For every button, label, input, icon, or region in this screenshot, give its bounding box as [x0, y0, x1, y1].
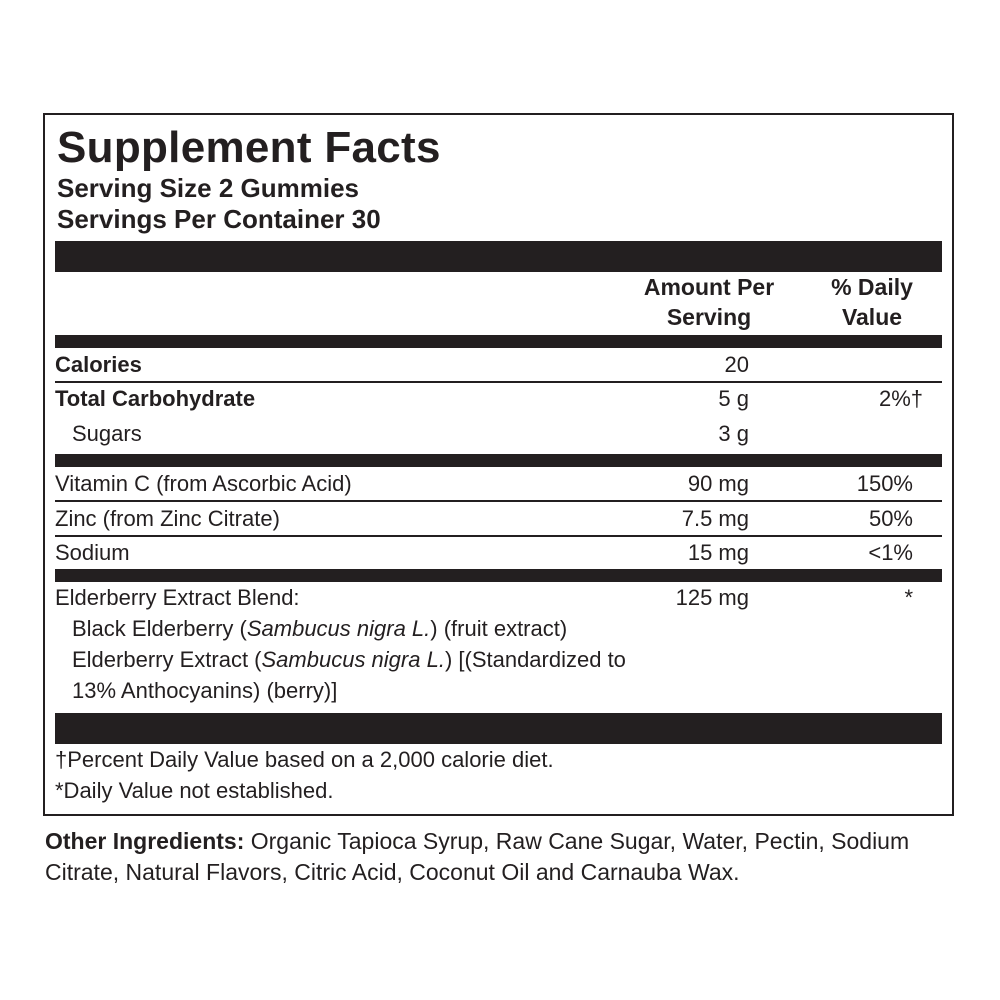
- row-name: Zinc (from Zinc Citrate): [55, 506, 280, 531]
- panel-title: Supplement Facts: [57, 123, 441, 172]
- row-name: Calories: [55, 352, 142, 377]
- amount-header-line2: Serving: [666, 304, 752, 330]
- row-amount: 90 mg: [687, 471, 749, 496]
- row-name: Vitamin C (from Ascorbic Acid): [55, 471, 352, 496]
- supplement-facts-panel: [43, 113, 954, 816]
- row-dv: 150%: [856, 471, 913, 496]
- thick-divider: [55, 713, 942, 744]
- row-amount: 20: [724, 352, 749, 377]
- row-amount: 3 g: [718, 421, 749, 446]
- footnote-percent-daily-value: †Percent Daily Value based on a 2,000 calorie diet.: [55, 747, 554, 772]
- row-name: Sugars: [72, 421, 142, 446]
- blend-item-botanical: Sambucus nigra L.: [261, 647, 445, 672]
- dv-header-line2: Value: [841, 304, 903, 330]
- row-amount: 7.5 mg: [681, 506, 749, 531]
- thick-divider: [55, 241, 942, 272]
- servings-per-container: Servings Per Container 30: [57, 204, 381, 234]
- blend-item-botanical: Sambucus nigra L.: [246, 616, 431, 641]
- amount-header-line1: Amount Per: [643, 274, 775, 300]
- row-dv: 50%: [868, 506, 913, 531]
- row-divider: [55, 535, 942, 537]
- row-divider: [55, 381, 942, 383]
- blend-amount: 125 mg: [675, 585, 749, 610]
- row-dv: <1%: [868, 540, 913, 565]
- blend-dv: *: [904, 585, 913, 610]
- blend-item-continuation: 13% Anthocyanins) (berry)]: [72, 678, 338, 703]
- blend-item-suffix: ) (fruit extract): [430, 616, 568, 641]
- row-amount: 5 g: [718, 386, 749, 411]
- amount-per-serving-header: [629, 272, 789, 332]
- blend-item-suffix: ) [(Standardized to: [444, 647, 626, 672]
- other-ingredients: [45, 826, 945, 888]
- other-ingredients-label: Other Ingredients:: [45, 828, 245, 854]
- blend-item-prefix: Elderberry Extract (: [72, 647, 262, 672]
- row-amount: 15 mg: [687, 540, 749, 565]
- blend-item-black-elderberry: [72, 615, 567, 643]
- row-divider: [55, 500, 942, 502]
- daily-value-header: [797, 272, 947, 332]
- dv-header-line1: % Daily: [831, 274, 913, 300]
- blend-item-prefix: Black Elderberry (: [72, 616, 247, 641]
- medium-divider: [55, 454, 942, 467]
- row-name: Sodium: [55, 540, 130, 565]
- blend-item-elderberry-extract: [72, 646, 626, 674]
- blend-name: Elderberry Extract Blend:: [55, 585, 300, 610]
- medium-divider: [55, 335, 942, 348]
- footnote-not-established: *Daily Value not established.: [55, 778, 334, 803]
- medium-divider: [55, 569, 942, 582]
- row-name: Total Carbohydrate: [55, 386, 256, 411]
- serving-size: Serving Size 2 Gummies: [57, 173, 360, 203]
- other-ingredients-text: Organic Tapioca Syrup, Raw Cane Sugar, Water, Pectin, Sodium Citrate, Natural Flavors, Citric Acid, Coconut Oil and Carnauba Wax.: [45, 828, 910, 885]
- row-dv: 2%†: [878, 386, 923, 411]
